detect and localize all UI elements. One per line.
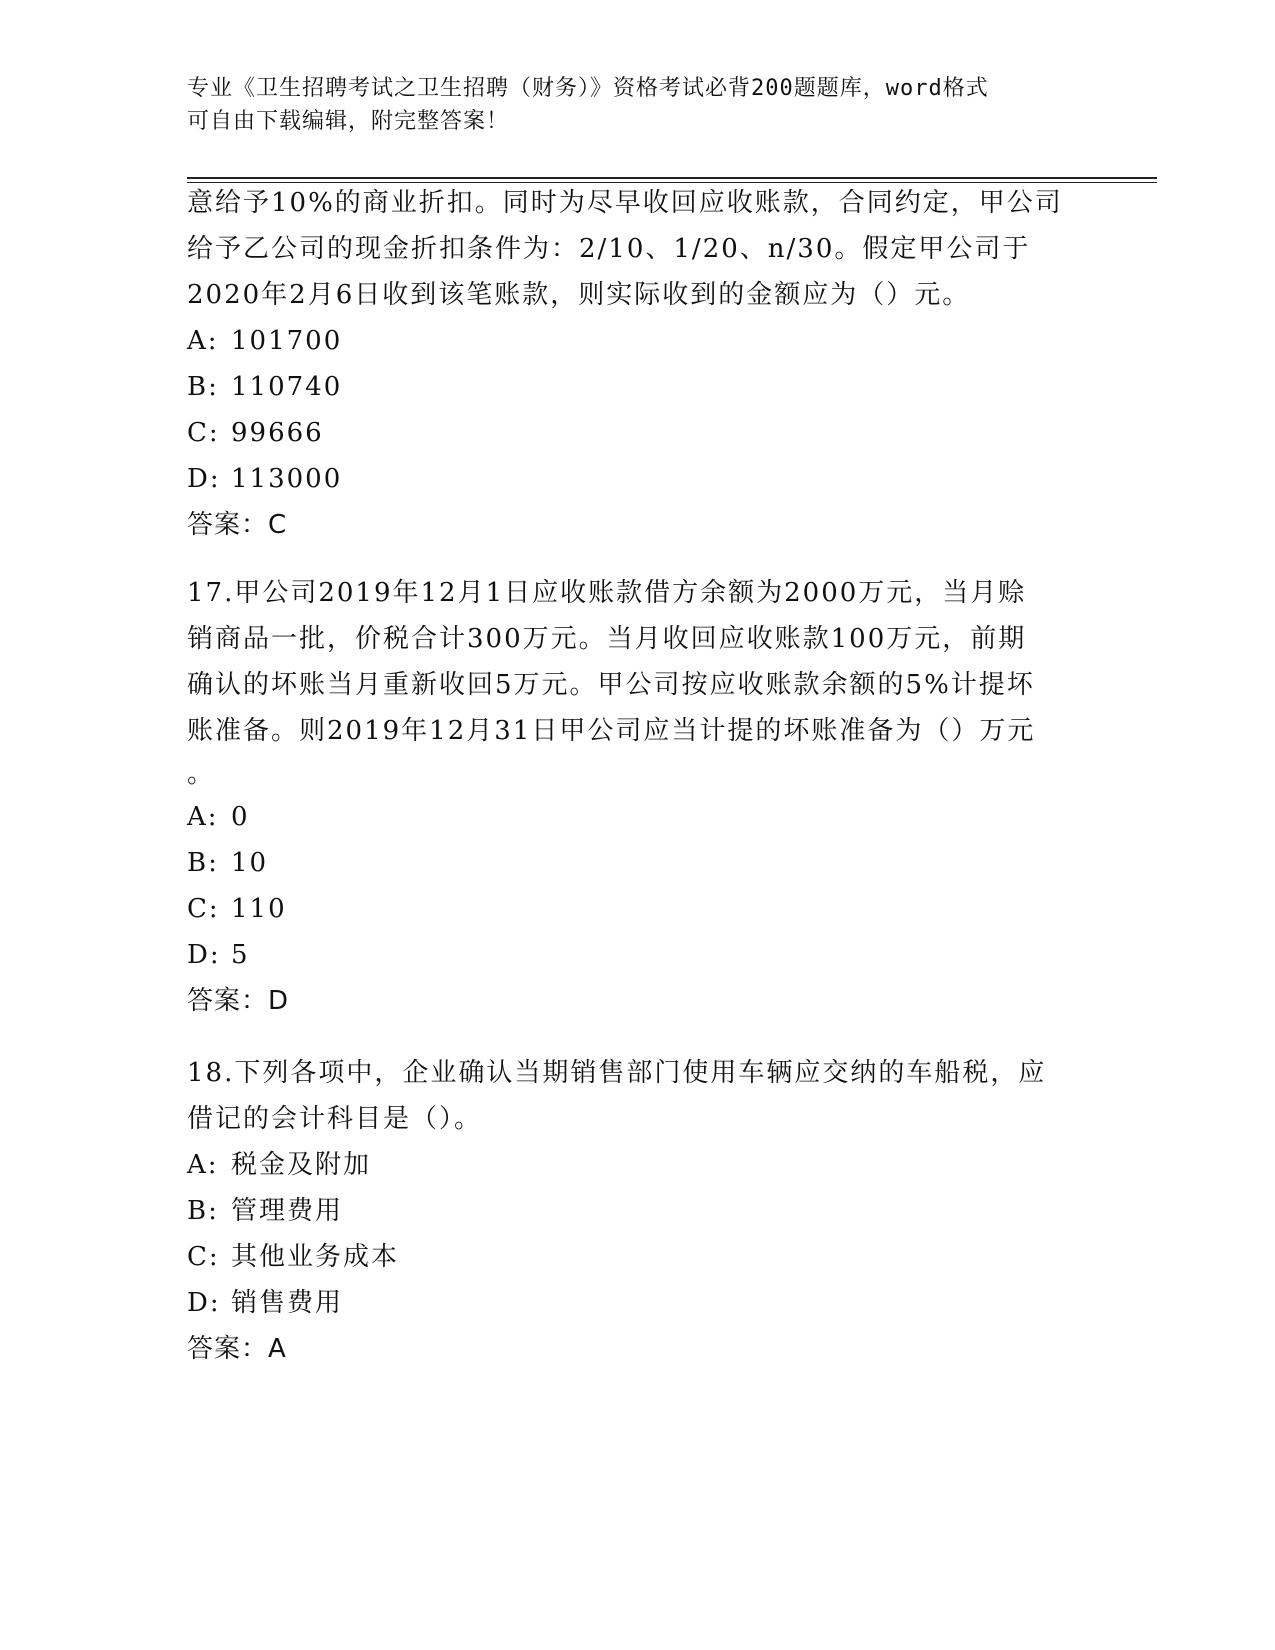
question-17-option-b: B: 10 [187,848,269,878]
question-18-answer: 答案：A [187,1334,287,1364]
header-line-2: 可自由下载编辑，附完整答案！ [187,109,510,134]
question-16-line-1: 意给予10%的商业折扣。同时为尽早收回应收账款，合同约定，甲公司 [187,188,1063,218]
question-17-line-1: 17.甲公司2019年12月1日应收账款借方余额为2000万元，当月赊 [187,578,1027,608]
question-17-line-4: 账准备。则2019年12月31日甲公司应当计提的坏账准备为（）万元 [187,716,1036,746]
document-header [187,72,1087,138]
question-18-line-2: 借记的会计科目是（）。 [187,1104,483,1134]
question-16-line-3: 2020年2月6日收到该笔账款，则实际收到的金额应为（）元。 [187,280,971,310]
question-16-option-c: C: 99666 [187,418,324,448]
question-16-answer: 答案：C [187,510,288,540]
question-18-option-d: D: 销售费用 [187,1288,344,1318]
question-18-option-a: A: 税金及附加 [187,1150,372,1180]
question-17-answer: 答案：D [187,986,290,1016]
header-divider-thick [187,177,1157,179]
question-16-option-d: D: 113000 [187,464,343,494]
question-16 [187,180,1087,548]
question-17-line-5: 。 [187,759,216,789]
question-18-line-1: 18.下列各项中，企业确认当期销售部门使用车辆应交纳的车船税，应 [187,1058,1047,1088]
question-18-option-b: B: 管理费用 [187,1196,344,1226]
question-17-line-3: 确认的坏账当月重新收回5万元。甲公司按应收账款余额的5%计提坏 [187,670,1035,700]
question-16-option-b: B: 110740 [187,372,343,402]
question-17-option-a: A: 0 [187,802,250,832]
question-18 [187,1050,1087,1372]
question-17-option-c: C: 110 [187,894,287,924]
question-17-line-2: 销商品一批，价税合计300万元。当月收回应收账款100万元，前期 [187,624,1027,654]
question-16-option-a: A: 101700 [187,326,343,356]
question-18-option-c: C: 其他业务成本 [187,1242,400,1272]
question-17 [187,570,1087,1024]
question-16-line-2: 给予乙公司的现金折扣条件为：2/10、1/20、n/30。假定甲公司于 [187,234,1031,264]
question-17-option-d: D: 5 [187,940,250,970]
header-line-1: 专业《卫生招聘考试之卫生招聘（财务）》资格考试必背200题题库，word格式 [187,76,989,101]
